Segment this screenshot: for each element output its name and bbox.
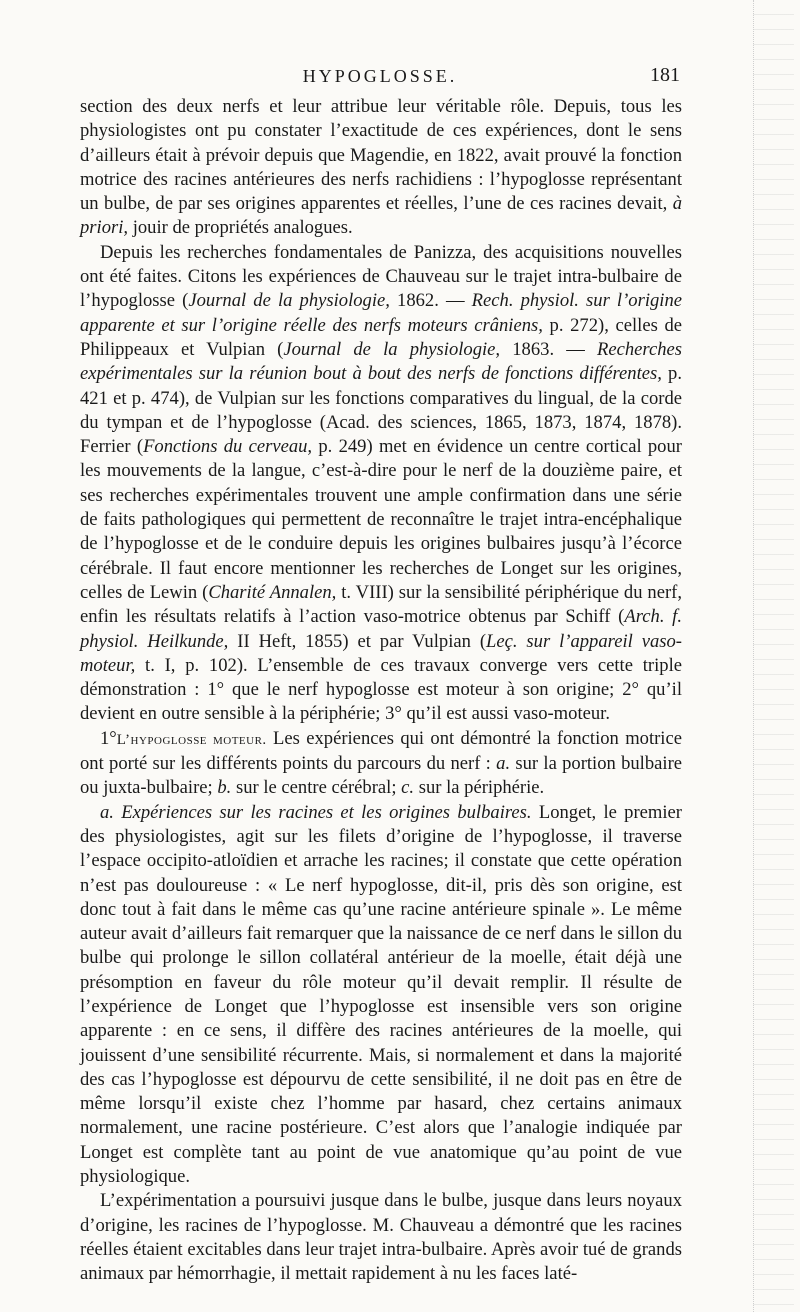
text-run: 1863. —: [512, 338, 585, 360]
paragraph-3: [80, 727, 682, 801]
text-run: p. 249) met en évidence un centre cortical pour les mouvements de la langue, c’est-à-dire pour le nerf de la douzième paire, et ses recherches expérimentales trouvent une ample confirmation dans une série de faits pathologiques qui permettent de reconnaître le trajet intra-encéphalique de l’hypoglosse et de le conduire depuis les origines bulbaires jusqu’à l’écorce cérébrale. Il faut encore mentionner les recherches de Longet sur les origines, celles de Lewin (: [80, 436, 682, 603]
text-run: t. I, p. 102). L’ensemble de ces travaux converge vers cette triple démonstration : 1° que le nerf hypoglosse est moteur à son origine; 2° qu’il devient en outre sensible à la périphérie; 3° qu’il est aussi vaso-moteur.: [80, 654, 682, 725]
page-edge: [753, 0, 794, 1312]
italic-run: Charité Annalen,: [208, 581, 337, 603]
text-run: sur la périphérie.: [418, 777, 545, 799]
text-run: p. 421 et p. 474), de Vulpian sur les fonctions comparatives du lingual, de la corde du tympan et de l’hypoglosse (Acad. des sciences, 1865, 1873, 1874, 1878). Ferrier (: [80, 363, 682, 458]
italic-run: Leç. sur l’appareil vaso-moteur,: [80, 630, 682, 676]
italic-run: Arch. f. physiol. Heilkunde,: [80, 606, 682, 652]
section-number: 1°: [100, 727, 117, 749]
text-run: sur la portion bulbaire ou juxta-bulbaire;: [80, 753, 683, 799]
paragraph-1: [80, 95, 682, 241]
text-run: II Heft, 1855) et par Vulpian (: [237, 630, 487, 652]
paragraph-4: [80, 801, 682, 1190]
italic-run: Fonctions du cerveau,: [143, 436, 313, 458]
text-run: L’expérimentation a poursuivi jusque dans le bulbe, jusque dans leurs noyaux d’origine, les racines de l’hypoglosse. M. Chauveau a démontré que les racines réelles étaient excitables dans leur trajet intra-bulbaire. Après avoir tué de grands animaux par hémorrhagie, il mettait rapidement à nu les faces laté-: [80, 1190, 682, 1285]
text-run: Les expériences qui ont démontré la fonction motrice ont porté sur les différents points du parcours du nerf :: [80, 727, 682, 775]
italic-run: Journal de la physiologie,: [283, 338, 501, 360]
text-run: section des deux nerfs et leur attribue leur véritable rôle. Depuis, tous les physiologistes ont pu constater l’exactitude de ces expériences, dont le sens d’ailleurs était à prévoir depuis que Magendie, en 1822, avait prouvé la fonction motrice des racines antérieures des nerfs rachidiens : l’hypoglosse représentant un bulbe, de par ses origines apparentes et réelles, l’une de ces racines devait,: [80, 96, 682, 215]
page-number: 181: [650, 64, 680, 86]
body-text: [80, 95, 682, 1287]
subsection-heading: a. Expériences sur les racines et les origines bulbaires.: [100, 801, 532, 823]
text-run: t. VIII) sur la sensibilité périphérique du nerf, enfin les résultats relatifs à l’action vaso-motrice obtenus par Schiff (: [80, 581, 682, 628]
section-heading: L’hypoglosse moteur.: [116, 731, 267, 748]
text-run: Depuis les recherches fondamentales de Panizza, des acquisitions nouvelles ont été faites. Citons les expériences de Chauveau sur le trajet intra-bulbaire de l’hypoglosse (: [80, 241, 682, 312]
italic-run: à priori,: [80, 193, 682, 239]
italic-run: Journal de la physiologie,: [188, 290, 390, 312]
italic-run: Recherches expérimentales sur la réunion bout à bout des nerfs de fonctions différentes,: [80, 338, 683, 385]
text-run: jouir de propriétés analogues.: [132, 217, 353, 239]
running-head: HYPOGLOSSE.: [302, 66, 458, 86]
paragraph-5: [80, 1189, 682, 1286]
text-run: sur le centre cérébral;: [235, 777, 397, 799]
text-run: 1862. —: [397, 290, 465, 312]
italic-run: a.: [496, 753, 511, 775]
italic-run: c.: [401, 777, 415, 799]
page-header: [80, 66, 680, 92]
italic-run: Rech. physiol. sur l’origine apparente et sur l’origine réelle des nerfs moteurs crâniens,: [80, 290, 683, 336]
text-run: p. 272), celles de Philippeaux et Vulpian (: [80, 314, 682, 360]
italic-run: b.: [217, 777, 232, 799]
text-run: Longet, le premier des physiologistes, agit sur les filets d’origine de l’hypoglosse, il traverse l’espace occipito-atloïdien et arrache les racines; il constate que cette opération n’est pas douloureuse : « Le nerf hypoglosse, dit-il, pris dès son origine, est donc tout à fait dans le même cas qu’une racine antérieure spinale ». Le même auteur avait d’ailleurs fait remarquer que la naissance de ce nerf dans le sillon du bulbe qui prolonge le sillon collatéral antérieur de la moelle, était déjà une présomption en faveur du rôle moteur qu’il devait remplir. Il résulte de l’expérience de Longet que l’hypoglosse est insensible vers son origine apparente : en ce sens, il diffère des racines antérieures de la moelle, qui jouissent d’une sensibilité récurrente. Mais, si normalement et dans la majorité des cas l’hypoglosse est dépourvu de cette sensibilité, il ne doit pas en être de même lorsqu’il existe chez l’homme par hasard, chez certains animaux normalement, une racine postérieure. C’est alors que l’analogie indiquée par Longet est complète tant au point de vue anatomique qu’au point de vue physiologique.: [80, 801, 682, 1188]
paragraph-2: [80, 241, 682, 727]
